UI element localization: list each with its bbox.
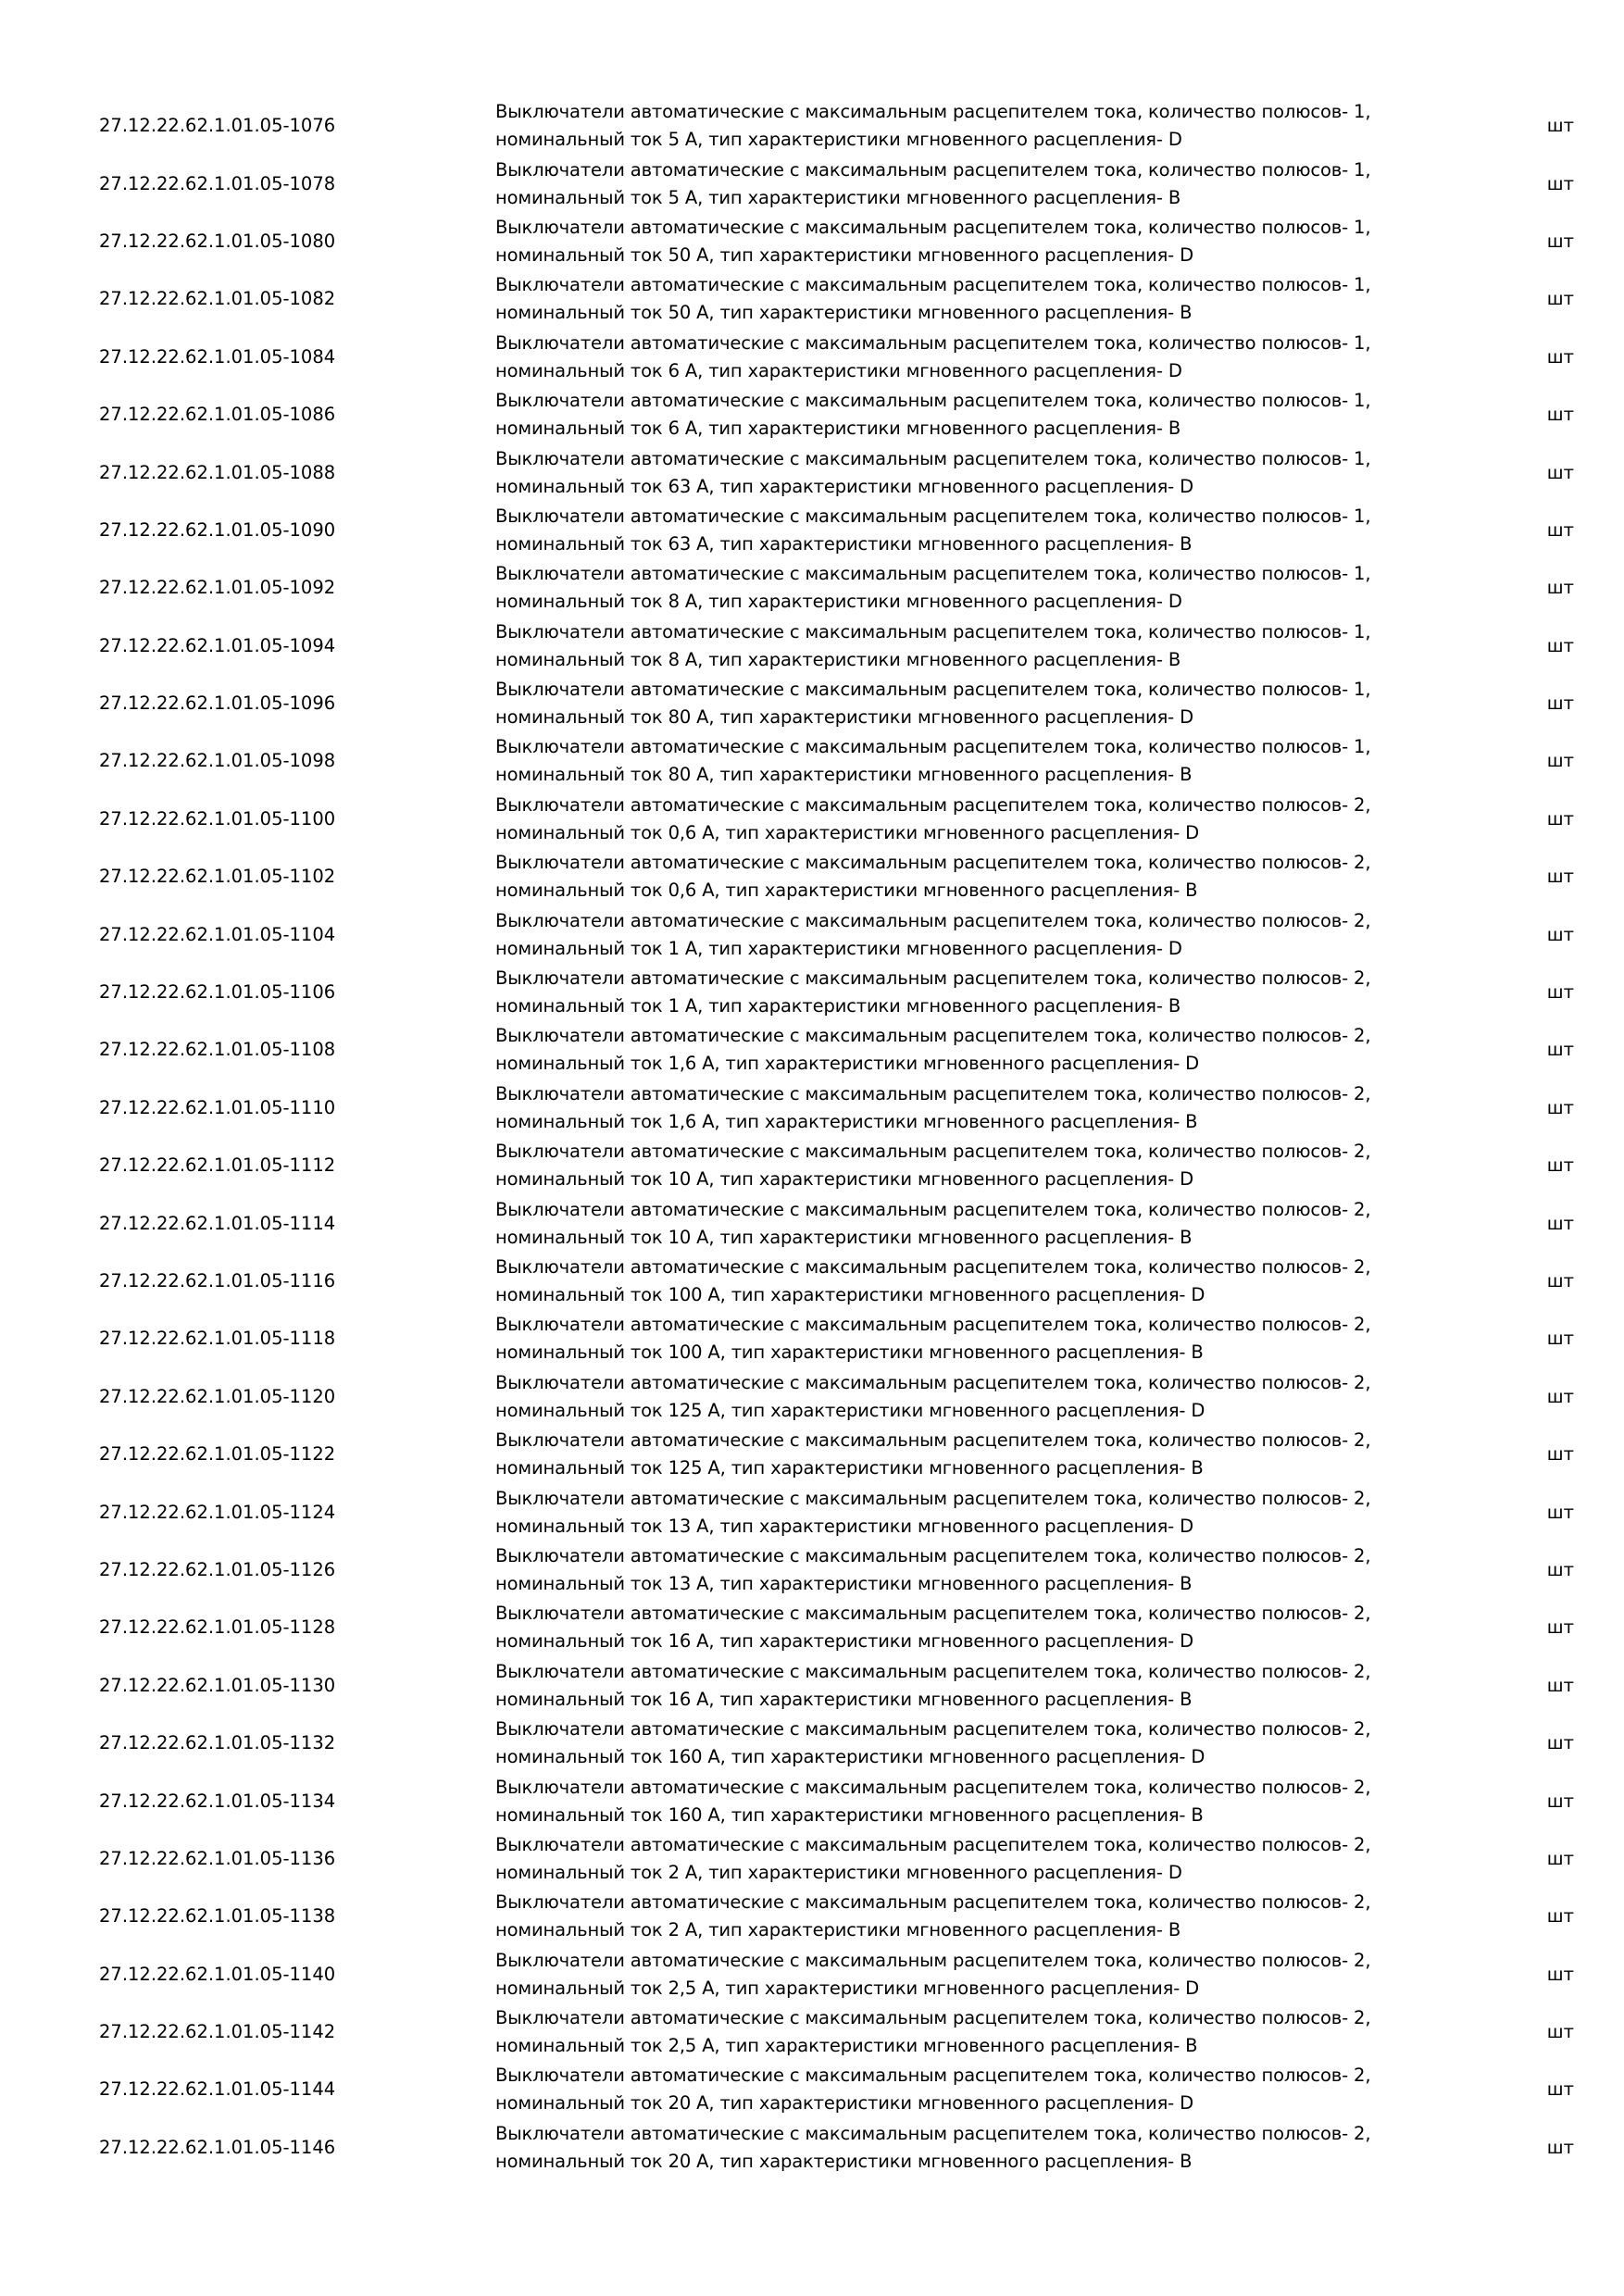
item-code: 27.12.22.62.1.01.05-1116 bbox=[99, 1270, 336, 1292]
table-row bbox=[0, 1310, 1624, 1367]
item-unit: шт bbox=[1546, 230, 1574, 252]
description-line-1: Выключатели автоматические с максимальным расцепителем тока, количество полюсов- 2, bbox=[495, 1314, 1371, 1336]
item-code: 27.12.22.62.1.01.05-1100 bbox=[99, 807, 336, 830]
item-code: 27.12.22.62.1.01.05-1120 bbox=[99, 1385, 336, 1407]
description-line-1: Выключатели автоматические с максимальным расцепителем тока, количество полюсов- 2, bbox=[495, 852, 1371, 874]
description-line-2: номинальный ток 13 А, тип характеристики мгновенного расцепления- B bbox=[495, 1572, 1193, 1594]
item-description bbox=[495, 849, 1518, 905]
item-description bbox=[495, 1658, 1518, 1714]
description-line-1: Выключатели автоматические с максимальным расцепителем тока, количество полюсов- 2, bbox=[495, 1371, 1371, 1393]
description-line-2: номинальный ток 5 А, тип характеристики мгновенного расцепления- D bbox=[495, 129, 1182, 151]
table-row bbox=[0, 1599, 1624, 1656]
description-line-2: номинальный ток 63 А, тип характеристики мгновенного расцепления- D bbox=[495, 475, 1193, 497]
description-line-1: Выключатели автоматические с максимальным расцепителем тока, количество полюсов- 1, bbox=[495, 331, 1371, 354]
item-code: 27.12.22.62.1.01.05-1086 bbox=[99, 404, 336, 426]
description-line-2: номинальный ток 0,6 А, тип характеристики мгновенного расцепления- B bbox=[495, 880, 1198, 902]
item-description bbox=[495, 676, 1518, 731]
table-row bbox=[0, 732, 1624, 790]
description-line-1: Выключатели автоматические с максимальным расцепителем тока, количество полюсов- 2, bbox=[495, 1660, 1371, 1682]
item-unit: шт bbox=[1546, 2136, 1574, 2158]
table-row bbox=[0, 97, 1624, 155]
item-code: 27.12.22.62.1.01.05-1102 bbox=[99, 866, 336, 888]
item-unit: шт bbox=[1546, 2078, 1574, 2101]
description-line-2: номинальный ток 5 А, тип характеристики мгновенного расцепления- B bbox=[495, 186, 1181, 208]
item-unit: шт bbox=[1546, 345, 1574, 368]
description-line-2: номинальный ток 16 А, тип характеристики мгновенного расцепления- D bbox=[495, 1630, 1193, 1653]
description-line-1: Выключатели автоматические с максимальным расцепителем тока, количество полюсов- 2, bbox=[495, 1487, 1371, 1509]
table-row bbox=[0, 1946, 1624, 2003]
item-description bbox=[495, 445, 1518, 501]
item-unit: шт bbox=[1546, 1385, 1574, 1407]
table-row bbox=[0, 905, 1624, 963]
item-description bbox=[495, 965, 1518, 1020]
item-code: 27.12.22.62.1.01.05-1144 bbox=[99, 2078, 336, 2101]
item-description bbox=[495, 1080, 1518, 1136]
item-description bbox=[495, 733, 1518, 789]
item-unit: шт bbox=[1546, 1905, 1574, 1928]
item-unit: шт bbox=[1546, 750, 1574, 772]
item-code: 27.12.22.62.1.01.05-1078 bbox=[99, 172, 336, 194]
description-line-2: номинальный ток 10 А, тип характеристики мгновенного расцепления- D bbox=[495, 1168, 1193, 1191]
description-line-2: номинальный ток 125 А, тип характеристики мгновенного расцепления- D bbox=[495, 1399, 1206, 1421]
table-row bbox=[0, 1541, 1624, 1599]
description-line-2: номинальный ток 50 А, тип характеристики мгновенного расцепления- D bbox=[495, 243, 1193, 266]
description-line-1: Выключатели автоматические с максимальным расцепителем тока, количество полюсов- 2, bbox=[495, 1256, 1371, 1278]
description-line-2: номинальный ток 2,5 А, тип характеристики мгновенного расцепления- D bbox=[495, 1977, 1199, 1999]
description-line-1: Выключатели автоматические с максимальным расцепителем тока, количество полюсов- 1, bbox=[495, 447, 1371, 469]
item-unit: шт bbox=[1546, 1328, 1574, 1350]
item-description bbox=[495, 156, 1518, 212]
description-line-2: номинальный ток 80 А, тип характеристики мгновенного расцепления- D bbox=[495, 706, 1193, 729]
description-line-1: Выключатели автоматические с максимальным расцепителем тока, количество полюсов- 2, bbox=[495, 1776, 1371, 1798]
table-row bbox=[0, 2061, 1624, 2118]
item-code: 27.12.22.62.1.01.05-1094 bbox=[99, 634, 336, 656]
item-description bbox=[495, 1485, 1518, 1541]
table-row bbox=[0, 1715, 1624, 1772]
description-line-1: Выключатели автоматические с максимальным расцепителем тока, количество полюсов- 2, bbox=[495, 1833, 1371, 1855]
description-line-2: номинальный ток 2 А, тип характеристики мгновенного расцепления- B bbox=[495, 1919, 1181, 1941]
description-line-1: Выключатели автоматические с максимальным расцепителем тока, количество полюсов- 2, bbox=[495, 1198, 1371, 1220]
item-unit: шт bbox=[1546, 1963, 1574, 1985]
table-row bbox=[0, 1137, 1624, 1194]
item-code: 27.12.22.62.1.01.05-1138 bbox=[99, 1905, 336, 1928]
description-line-2: номинальный ток 1,6 А, тип характеристики мгновенного расцепления- B bbox=[495, 1110, 1198, 1132]
item-unit: шт bbox=[1546, 1212, 1574, 1234]
table-row bbox=[0, 155, 1624, 212]
description-line-1: Выключатели автоматические с максимальным расцепителем тока, количество полюсов- 1, bbox=[495, 216, 1371, 238]
item-code: 27.12.22.62.1.01.05-1146 bbox=[99, 2136, 336, 2158]
item-description bbox=[495, 330, 1518, 385]
item-description bbox=[495, 1311, 1518, 1366]
description-line-2: номинальный ток 1 А, тип характеристики мгновенного расцепления- D bbox=[495, 937, 1182, 959]
description-line-2: номинальный ток 1 А, тип характеристики мгновенного расцепления- B bbox=[495, 995, 1181, 1017]
item-unit: шт bbox=[1546, 2021, 1574, 2043]
item-code: 27.12.22.62.1.01.05-1096 bbox=[99, 693, 336, 715]
description-line-2: номинальный ток 125 А, тип характеристики мгновенного расцепления- B bbox=[495, 1457, 1204, 1479]
item-description bbox=[495, 503, 1518, 558]
item-unit: шт bbox=[1546, 693, 1574, 715]
description-line-1: Выключатели автоматические с максимальным расцепителем тока, количество полюсов- 2, bbox=[495, 1082, 1371, 1104]
table-row bbox=[0, 1830, 1624, 1888]
table-row bbox=[0, 1483, 1624, 1541]
item-description bbox=[495, 1254, 1518, 1309]
item-description bbox=[495, 618, 1518, 674]
item-unit: шт bbox=[1546, 981, 1574, 1004]
description-line-2: номинальный ток 160 А, тип характеристики мгновенного расцепления- B bbox=[495, 1803, 1204, 1826]
item-unit: шт bbox=[1546, 807, 1574, 830]
description-line-2: номинальный ток 50 А, тип характеристики мгновенного расцепления- B bbox=[495, 302, 1193, 324]
item-unit: шт bbox=[1546, 1616, 1574, 1639]
description-line-2: номинальный ток 1,6 А, тип характеристики мгновенного расцепления- D bbox=[495, 1053, 1199, 1075]
item-code: 27.12.22.62.1.01.05-1092 bbox=[99, 577, 336, 599]
description-line-2: номинальный ток 2 А, тип характеристики мгновенного расцепления- D bbox=[495, 1861, 1182, 1883]
item-unit: шт bbox=[1546, 1790, 1574, 1812]
item-unit: шт bbox=[1546, 1096, 1574, 1118]
item-code: 27.12.22.62.1.01.05-1128 bbox=[99, 1616, 336, 1639]
table-row bbox=[0, 502, 1624, 559]
table-row bbox=[0, 791, 1624, 848]
item-code: 27.12.22.62.1.01.05-1110 bbox=[99, 1096, 336, 1118]
description-line-1: Выключатели автоматические с максимальным расцепителем тока, количество полюсов- 1, bbox=[495, 158, 1371, 181]
table-row bbox=[0, 1368, 1624, 1426]
item-description bbox=[495, 560, 1518, 616]
item-description bbox=[495, 1542, 1518, 1598]
item-unit: шт bbox=[1546, 518, 1574, 541]
description-line-1: Выключатели автоматические с максимальным расцепителем тока, количество полюсов- 1, bbox=[495, 563, 1371, 585]
table-row bbox=[0, 1657, 1624, 1715]
item-unit: шт bbox=[1546, 577, 1574, 599]
item-description bbox=[495, 1369, 1518, 1425]
item-unit: шт bbox=[1546, 923, 1574, 945]
item-unit: шт bbox=[1546, 288, 1574, 310]
table-row bbox=[0, 270, 1624, 328]
item-unit: шт bbox=[1546, 1154, 1574, 1177]
table-row bbox=[0, 1194, 1624, 1252]
description-line-1: Выключатели автоматические с максимальным расцепителем тока, количество полюсов- 2, bbox=[495, 1949, 1371, 1971]
description-line-2: номинальный ток 0,6 А, тип характеристики мгновенного расцепления- D bbox=[495, 821, 1199, 843]
item-unit: шт bbox=[1546, 634, 1574, 656]
item-description bbox=[495, 214, 1518, 269]
item-unit: шт bbox=[1546, 866, 1574, 888]
item-code: 27.12.22.62.1.01.05-1106 bbox=[99, 981, 336, 1004]
item-unit: шт bbox=[1546, 1847, 1574, 1869]
item-description bbox=[495, 1774, 1518, 1829]
description-line-1: Выключатели автоматические с максимальным расцепителем тока, количество полюсов- 1, bbox=[495, 390, 1371, 412]
item-code: 27.12.22.62.1.01.05-1118 bbox=[99, 1328, 336, 1350]
item-code: 27.12.22.62.1.01.05-1082 bbox=[99, 288, 336, 310]
item-code: 27.12.22.62.1.01.05-1098 bbox=[99, 750, 336, 772]
item-description bbox=[495, 1831, 1518, 1887]
table-row bbox=[0, 559, 1624, 617]
item-unit: шт bbox=[1546, 1558, 1574, 1580]
description-line-2: номинальный ток 100 А, тип характеристики мгновенного расцепления- B bbox=[495, 1341, 1204, 1364]
description-line-2: номинальный ток 20 А, тип характеристики мгновенного расцепления- B bbox=[495, 2150, 1193, 2172]
item-code: 27.12.22.62.1.01.05-1076 bbox=[99, 115, 336, 137]
item-code: 27.12.22.62.1.01.05-1136 bbox=[99, 1847, 336, 1869]
description-line-2: номинальный ток 13 А, тип характеристики мгновенного расцепления- D bbox=[495, 1515, 1193, 1537]
item-description bbox=[495, 792, 1518, 847]
item-unit: шт bbox=[1546, 1443, 1574, 1466]
item-code: 27.12.22.62.1.01.05-1114 bbox=[99, 1212, 336, 1234]
item-description bbox=[495, 1196, 1518, 1252]
description-line-1: Выключатели автоматические с максимальным расцепителем тока, количество полюсов- 1, bbox=[495, 505, 1371, 527]
item-description bbox=[495, 387, 1518, 443]
item-unit: шт bbox=[1546, 461, 1574, 483]
item-description bbox=[495, 271, 1518, 327]
item-description bbox=[495, 2062, 1518, 2117]
item-code: 27.12.22.62.1.01.05-1134 bbox=[99, 1790, 336, 1812]
table-row bbox=[0, 618, 1624, 675]
item-code: 27.12.22.62.1.01.05-1124 bbox=[99, 1501, 336, 1523]
table-row bbox=[0, 443, 1624, 501]
description-line-2: номинальный ток 160 А, тип характеристики мгновенного расцепления- D bbox=[495, 1746, 1206, 1768]
description-line-1: Выключатели автоматические с максимальным расцепителем тока, количество полюсов- 2, bbox=[495, 1718, 1371, 1741]
table-row bbox=[0, 1079, 1624, 1137]
description-line-1: Выключатели автоматические с максимальным расцепителем тока, количество полюсов- 2, bbox=[495, 1603, 1371, 1625]
description-line-1: Выключатели автоматические с максимальным расцепителем тока, количество полюсов- 1, bbox=[495, 274, 1371, 296]
description-line-1: Выключатели автоматические с максимальным расцепителем тока, количество полюсов- 2, bbox=[495, 2122, 1371, 2144]
item-description bbox=[495, 1600, 1518, 1655]
description-line-1: Выключатели автоматические с максимальным расцепителем тока, количество полюсов- 2, bbox=[495, 1141, 1371, 1163]
item-unit: шт bbox=[1546, 1270, 1574, 1292]
table-row bbox=[0, 2003, 1624, 2061]
item-unit: шт bbox=[1546, 1501, 1574, 1523]
description-line-2: номинальный ток 6 А, тип характеристики мгновенного расцепления- B bbox=[495, 418, 1181, 440]
description-line-2: номинальный ток 20 А, тип характеристики мгновенного расцепления- D bbox=[495, 2092, 1193, 2115]
description-line-1: Выключатели автоматические с максимальным расцепителем тока, количество полюсов- 2, bbox=[495, 2007, 1371, 2029]
item-code: 27.12.22.62.1.01.05-1108 bbox=[99, 1039, 336, 1061]
table-row bbox=[0, 386, 1624, 443]
item-code: 27.12.22.62.1.01.05-1122 bbox=[99, 1443, 336, 1466]
item-code: 27.12.22.62.1.01.05-1084 bbox=[99, 345, 336, 368]
description-line-1: Выключатели автоматические с максимальным расцепителем тока, количество полюсов- 1, bbox=[495, 620, 1371, 643]
description-line-1: Выключатели автоматические с максимальным расцепителем тока, количество полюсов- 2, bbox=[495, 793, 1371, 816]
item-description bbox=[495, 907, 1518, 963]
item-code: 27.12.22.62.1.01.05-1104 bbox=[99, 923, 336, 945]
item-description bbox=[495, 98, 1518, 154]
description-line-2: номинальный ток 2,5 А, тип характеристики мгновенного расцепления- B bbox=[495, 2035, 1198, 2057]
description-line-1: Выключатели автоматические с максимальным расцепителем тока, количество полюсов- 2, bbox=[495, 967, 1371, 990]
table-row bbox=[0, 1253, 1624, 1310]
description-line-2: номинальный ток 8 А, тип характеристики мгновенного расцепления- B bbox=[495, 648, 1181, 670]
description-line-2: номинальный ток 10 А, тип характеристики мгновенного расцепления- B bbox=[495, 1226, 1193, 1248]
table-row bbox=[0, 1426, 1624, 1483]
table-row bbox=[0, 1888, 1624, 1945]
description-line-1: Выключатели автоматические с максимальным расцепителем тока, количество полюсов- 2, bbox=[495, 1544, 1371, 1566]
item-unit: шт bbox=[1546, 1674, 1574, 1696]
description-line-1: Выключатели автоматические с максимальным расцепителем тока, количество полюсов- 2, bbox=[495, 2065, 1371, 2087]
item-description bbox=[495, 1716, 1518, 1771]
item-code: 27.12.22.62.1.01.05-1126 bbox=[99, 1558, 336, 1580]
description-line-2: номинальный ток 6 А, тип характеристики мгновенного расцепления- D bbox=[495, 359, 1182, 381]
item-description bbox=[495, 2004, 1518, 2060]
item-description bbox=[495, 1022, 1518, 1078]
description-line-2: номинальный ток 80 А, тип характеристики мгновенного расцепления- B bbox=[495, 764, 1193, 786]
document-table bbox=[0, 97, 1624, 2177]
description-line-1: Выключатели автоматические с максимальным расцепителем тока, количество полюсов- 2, bbox=[495, 909, 1371, 931]
description-line-2: номинальный ток 16 А, тип характеристики мгновенного расцепления- B bbox=[495, 1688, 1193, 1710]
description-line-1: Выключатели автоматические с максимальным расцепителем тока, количество полюсов- 2, bbox=[495, 1429, 1371, 1452]
description-line-2: номинальный ток 100 А, тип характеристики мгновенного расцепления- D bbox=[495, 1284, 1206, 1305]
description-line-2: номинальный ток 8 А, тип характеристики мгновенного расцепления- D bbox=[495, 591, 1182, 613]
table-row bbox=[0, 1021, 1624, 1079]
item-code: 27.12.22.62.1.01.05-1140 bbox=[99, 1963, 336, 1985]
description-line-1: Выключатели автоматические с максимальным расцепителем тока, количество полюсов- 1, bbox=[495, 736, 1371, 758]
description-line-2: номинальный ток 63 А, тип характеристики мгновенного расцепления- B bbox=[495, 532, 1193, 555]
item-unit: шт bbox=[1546, 115, 1574, 137]
item-description bbox=[495, 1138, 1518, 1193]
item-unit: шт bbox=[1546, 1039, 1574, 1061]
description-line-1: Выключатели автоматические с максимальным расцепителем тока, количество полюсов- 1, bbox=[495, 679, 1371, 701]
table-row bbox=[0, 964, 1624, 1021]
table-row bbox=[0, 848, 1624, 905]
item-code: 27.12.22.62.1.01.05-1088 bbox=[99, 461, 336, 483]
item-description bbox=[495, 2120, 1518, 2176]
table-row bbox=[0, 675, 1624, 732]
description-line-1: Выключатели автоматические с максимальным расцепителем тока, количество полюсов- 2, bbox=[495, 1025, 1371, 1047]
description-line-1: Выключатели автоматические с максимальным расцепителем тока, количество полюсов- 2, bbox=[495, 1891, 1371, 1914]
description-line-1: Выключатели автоматические с максимальным расцепителем тока, количество полюсов- 1, bbox=[495, 101, 1371, 123]
table-row bbox=[0, 213, 1624, 270]
item-unit: шт bbox=[1546, 172, 1574, 194]
item-code: 27.12.22.62.1.01.05-1132 bbox=[99, 1732, 336, 1754]
item-description bbox=[495, 1889, 1518, 1944]
item-description bbox=[495, 1427, 1518, 1482]
item-unit: шт bbox=[1546, 404, 1574, 426]
table-row bbox=[0, 1772, 1624, 1829]
item-code: 27.12.22.62.1.01.05-1080 bbox=[99, 230, 336, 252]
item-code: 27.12.22.62.1.01.05-1142 bbox=[99, 2021, 336, 2043]
item-code: 27.12.22.62.1.01.05-1112 bbox=[99, 1154, 336, 1177]
item-code: 27.12.22.62.1.01.05-1130 bbox=[99, 1674, 336, 1696]
table-row bbox=[0, 2119, 1624, 2177]
item-code: 27.12.22.62.1.01.05-1090 bbox=[99, 518, 336, 541]
item-description bbox=[495, 1947, 1518, 2003]
item-unit: шт bbox=[1546, 1732, 1574, 1754]
table-row bbox=[0, 329, 1624, 386]
